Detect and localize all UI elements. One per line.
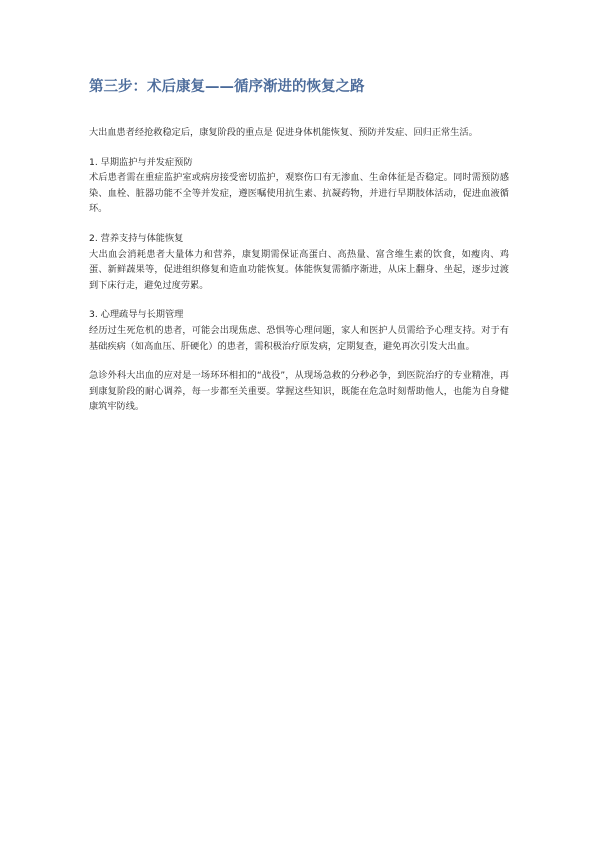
section-body: 术后患者需在重症监护室或病房接受密切监护，观察伤口有无渗血、生命体征是否稳定。同时需预防感染、血栓、脏器功能不全等并发症，遵医嘱使用抗生素、抗凝药物，并进行早期肢体活动，促进血液循环。 bbox=[89, 172, 509, 215]
document-page bbox=[89, 76, 509, 429]
section-body: 经历过生死危机的患者，可能会出现焦虑、恐惧等心理问题，家人和医护人员需给予心理支持。对于有基础疾病（如高血压、肝硬化）的患者，需积极治疗原发病，定期复查，避免再次引发大出血。 bbox=[89, 324, 509, 352]
section-early-monitoring bbox=[89, 155, 509, 217]
section-heading: 1. 早期监护与并发症预防 bbox=[89, 156, 193, 168]
section-nutrition bbox=[89, 231, 509, 293]
intro-paragraph: 大出血患者经抢救稳定后，康复阶段的重点是 促进身体机能恢复、预防并发症、回归正常生活。 bbox=[89, 127, 478, 138]
section-heading: 3. 心理疏导与长期管理 bbox=[89, 309, 184, 321]
section-psychological bbox=[89, 307, 509, 354]
section-title: 第三步：术后康复——循序渐进的恢复之路 bbox=[89, 79, 365, 95]
section-body: 大出血会消耗患者大量体力和营养，康复期需保证高蛋白、高热量、富含维生素的饮食，如瘦肉、鸡蛋、新鲜蔬果等，促进组织修复和造血功能恢复。体能恢复需循序渐进，从床上翻身、坐起，逐步过渡到下床行走，避免过度劳累。 bbox=[89, 248, 509, 291]
conclusion-paragraph: 急诊外科大出血的应对是一场环环相扣的“战役”，从现场急救的分秒必争，到医院治疗的专业精准，再到康复阶段的耐心调养，每一步都至关重要。掌握这些知识，既能在危急时刻帮助他人，也能为自身健康筑牢防线。 bbox=[89, 370, 509, 413]
section-heading: 2. 营养支持与体能恢复 bbox=[89, 232, 184, 244]
